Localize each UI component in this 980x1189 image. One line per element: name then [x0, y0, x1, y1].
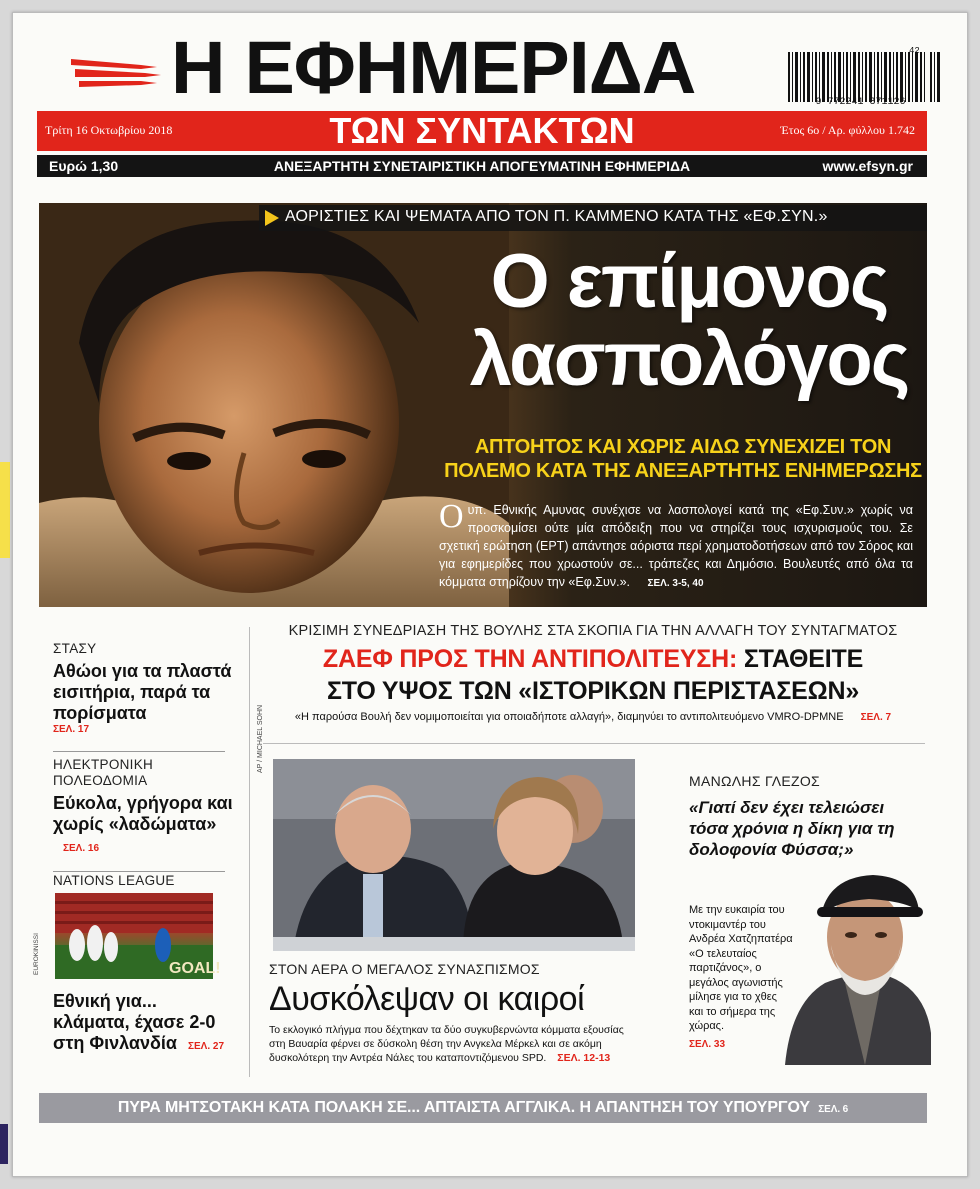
lead-body-text: υπ. Εθνικής Αμυνας συνέχισε να λασπολογεί κατά της «Εφ.Συν.» χωρίς να προσκομίσει ούτε μία απόδειξη που να στηρίζει τους ισχυρισμούς του. Σε σχετική ερώτηση (ΕΡΤ) απάντησε αόριστα περί χρηματοδοτήσεων από τον Σόρος και για εφημερίδες που χρωστούν σε... τράπεζες και Δημόσιο. Βουλευτές από όλα τα κόμματα στηρίζουν την «Εφ.Συν.».	[439, 503, 913, 589]
left-column	[53, 987, 233, 1057]
drop-cap: Ο	[439, 498, 464, 535]
brief-title: Εθνική για... κλάματα, έχασε 2-0 στη Φινλανδία ΣΕΛ. 27	[53, 991, 225, 1053]
website-url: www.efsyn.gr	[822, 158, 913, 174]
page-edge-tab	[0, 1124, 8, 1164]
issue-date: Τρίτη 16 Οκτωβρίου 2018	[45, 123, 173, 137]
pen-logo-icon	[71, 53, 161, 93]
arrow-right-icon	[265, 210, 279, 226]
brief-label: NATIONS LEAGUE	[53, 873, 175, 888]
story-headline	[263, 643, 923, 707]
page-reference: ΣΕΛ. 33	[689, 1038, 726, 1050]
lead-headline	[459, 239, 919, 402]
masthead-title: Η ΕΦΗΜΕΡΙΔΑ	[171, 26, 696, 109]
masthead-red-bar	[37, 111, 927, 151]
left-column	[53, 757, 233, 859]
football-players-image	[55, 893, 221, 979]
page-reference: ΣΕΛ. 3-5, 40	[647, 578, 704, 589]
brief-title: Εύκολα, γρήγορα και χωρίς «λαδώματα» ΣΕΛ. 16	[53, 793, 233, 854]
brief-label: ΣΤΑΣΥ	[53, 641, 97, 656]
left-column	[53, 873, 233, 889]
masthead-black-bar	[37, 155, 927, 177]
masthead-subtitle: ΤΩΝ ΣΥΝΤΑΚΤΩΝ	[329, 110, 635, 151]
glezos-interview	[689, 773, 909, 860]
price: Ευρώ 1,30	[49, 158, 119, 174]
photo-credit: EUROKINISSI	[33, 933, 40, 975]
newspaper-front-page	[12, 12, 968, 1177]
page-edge-tab	[0, 462, 10, 558]
merkel-seehofer-photo	[273, 759, 635, 951]
north-macedonia-story	[263, 623, 923, 723]
barcode-number: 9 772241 371126	[815, 97, 906, 108]
lead-subhead: ΑΠΤΟΗΤΟΣ ΚΑΙ ΧΩΡΙΣ ΑΙΔΩ ΣΥΝΕΧΙΖΕΙ ΤΟΝ ΠΟΛΕΜΟ ΚΑΤΑ ΤΗΣ ΑΝΕΞΑΡΤΗΤΗΣ ΕΝΗΜΕΡΩΣΗΣ	[444, 436, 922, 482]
photo-text: GOAL!	[169, 960, 221, 977]
barcode-issue-number: 42	[909, 46, 920, 56]
bottom-teaser-text: ΠΥΡΑ ΜΗΤΣΟΤΑΚΗ ΚΑΤΑ ΠΟΛΑΚΗ ΣΕ... ΑΠΤΑΙΣΤΑ ΑΓΓΛΙΚΑ. Η ΑΠΑΝΤΗΣΗ ΤΟΥ ΥΠΟΥΡΓΟΥ	[117, 1099, 810, 1116]
politicians-image	[273, 759, 635, 951]
page-reference: ΣΕΛ. 6	[818, 1104, 849, 1115]
brief-title: Αθώοι για τα πλαστά εισιτήρια, παρά τα πορίσματα	[53, 661, 232, 723]
interview-quote: «Γιατί δεν έχει τελειώσει τόσα χρόνια η δίκη για τη δολοφονία Φύσσα;»	[689, 798, 895, 859]
page-reference: ΣΕΛ. 12-13	[557, 1052, 611, 1064]
page-reference: ΣΕΛ. 27	[188, 1041, 225, 1052]
interview-label: ΜΑΝΩΛΗΣ ΓΛΕΖΟΣ	[689, 773, 820, 789]
issue-number: Έτος 6ο / Αρ. φύλλου 1.742	[780, 123, 915, 137]
page-reference: ΣΕΛ. 16	[63, 843, 100, 854]
brief-item	[53, 757, 233, 859]
football-photo	[55, 893, 221, 979]
lead-story	[39, 203, 927, 607]
left-column	[53, 641, 233, 735]
glezos-portrait-image	[785, 853, 931, 1065]
tagline: ΑΝΕΞΑΡΤΗΤΗ ΣΥΝΕΤΑΙΡΙΣΤΙΚΗ ΑΠΟΓΕΥΜΑΤΙΝΗ ΕΦΗΜΕΡΙΔΑ	[273, 158, 691, 174]
photo-credit: AP / MICHAEL SOHN	[257, 704, 264, 773]
divider	[53, 871, 225, 872]
column-divider	[249, 627, 250, 1077]
story-body: Το εκλογικό πλήγμα που δέχτηκαν τα δύο συγκυβερνώντα κόμματα εξουσίας στη Βαυαρία φέρνει σε δύσκολη θέση την Ανγκελα Μέρκελ και σε ακόμη δυσκολότερη την Αντρέα Νάλες του καταποντιζόμενου SPD. ΣΕΛ. 12-13	[269, 1024, 624, 1064]
story-kicker: ΣΤΟΝ ΑΕΡΑ Ο ΜΕΓΑΛΟΣ ΣΥΝΑΣΠΙΣΜΟΣ	[269, 961, 540, 977]
page-reference: ΣΕΛ. 7	[860, 712, 892, 723]
divider	[53, 751, 225, 752]
section-divider	[263, 743, 925, 744]
interview-body: Με την ευκαιρία του ντοκιμαντέρ του Ανδρέα Χατζηπατέρα «Ο τελευταίος παρτιζάνος», ο μεγάλος αγωνιστής μίλησε για το χθες και το σήμερα της χώρας. ΣΕΛ. 33	[689, 903, 793, 1052]
bottom-teaser-bar	[39, 1093, 927, 1123]
lead-kicker: ΑΟΡΙΣΤΙΕΣ ΚΑΙ ΨΕΜΑΤΑ ΑΠΟ ΤΟΝ Π. ΚΑΜΜΕΝΟ ΚΑΤΑ ΤΗΣ «ΕΦ.ΣΥΝ.»	[285, 208, 828, 225]
brief-item	[53, 641, 233, 735]
headline-black-part: ΣΤΟ ΥΨΟΣ ΤΩΝ «ΙΣΤΟΡΙΚΩΝ ΠΕΡΙΣΤΑΣΕΩΝ»	[326, 677, 860, 705]
lead-body	[439, 498, 913, 593]
headline-black-part: ΣΤΑΘΕΙΤΕ	[743, 645, 864, 673]
lead-headline-line: λασπολόγος	[469, 317, 909, 402]
story-headline: Δυσκόλεψαν οι καιροί	[269, 980, 585, 1018]
lead-headline-line: Ο επίμονος	[490, 239, 888, 324]
page-reference: ΣΕΛ. 17	[53, 724, 90, 735]
headline-red-part: ΖΑΕΦ ΠΡΟΣ ΤΗΝ ΑΝΤΙΠΟΛΙΤΕΥΣΗ:	[322, 645, 738, 673]
brief-label: ΗΛΕΚΤΡΟΝΙΚΗ ΠΟΛΕΟΔΟΜΙΑ	[53, 757, 154, 788]
story-deck: «Η παρούσα Βουλή δεν νομιμοποιείται για οποιαδήποτε αλλαγή», διαμηνύει το αντιπολιτευόμενο VMRO-DPMNE ΣΕΛ. 7	[294, 711, 892, 723]
story-kicker: ΚΡΙΣΙΜΗ ΣΥΝΕΔΡΙΑΣΗ ΤΗΣ ΒΟΥΛΗΣ ΣΤΑ ΣΚΟΠΙΑ ΓΙΑ ΤΗΝ ΑΛΛΑΓΗ ΤΟΥ ΣΥΝΤΑΓΜΑΤΟΣ	[288, 623, 898, 639]
grand-coalition-story	[269, 961, 643, 1065]
